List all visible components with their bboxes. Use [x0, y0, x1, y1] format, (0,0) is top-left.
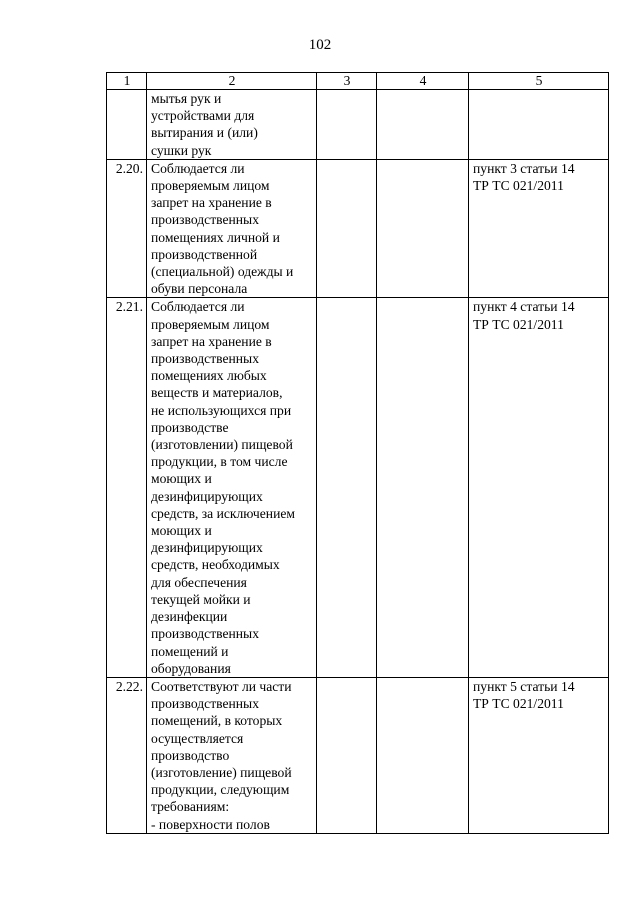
question-line: помещений, в которых	[151, 713, 283, 729]
requirement-question	[147, 159, 317, 298]
question-line: дезинфицирующих	[151, 488, 263, 504]
requirement-question	[147, 677, 317, 833]
question-line: для обеспечения	[151, 574, 247, 590]
answer-cell-col4	[377, 298, 469, 677]
answer-cell-col4	[377, 677, 469, 833]
question-line: моющих и	[151, 471, 212, 487]
question-line: текущей мойки и	[151, 591, 251, 607]
row-number	[107, 90, 147, 160]
question-line: (изготовление) пищевой	[151, 764, 292, 780]
table-body	[107, 90, 609, 834]
answer-cell-col3	[317, 677, 377, 833]
reference-line: пункт 3 статьи 14	[473, 160, 575, 176]
question-line: мытья рук и	[151, 91, 222, 106]
row-number: 2.21.	[107, 298, 147, 677]
question-line: вытирания и (или)	[151, 125, 258, 141]
question-line: не использующихся при	[151, 402, 292, 418]
question-line: (изготовлении) пищевой	[151, 437, 293, 453]
question-line: запрет на хранение в	[151, 333, 272, 349]
column-header-4: 4	[377, 73, 469, 90]
question-line: производственных	[151, 351, 259, 367]
answer-cell-col4	[377, 159, 469, 298]
question-line: производство	[151, 747, 230, 763]
question-line: средств, необходимых	[151, 557, 280, 573]
question-line: Соблюдается ли	[151, 299, 245, 315]
answer-cell-col3	[317, 90, 377, 160]
column-header-1: 1	[107, 73, 147, 90]
question-line: обуви персонала	[151, 281, 248, 297]
question-line: - поверхности полов	[151, 816, 270, 832]
checklist-table	[106, 72, 609, 834]
legal-reference	[469, 159, 609, 298]
question-line: производственных	[151, 696, 259, 712]
reference-line: пункт 5 статьи 14	[473, 678, 575, 694]
header-row	[107, 73, 609, 90]
column-header-3: 3	[317, 73, 377, 90]
question-line: производственных	[151, 212, 259, 228]
question-line: производстве	[151, 419, 229, 435]
reference-line: ТР ТС 021/2011	[473, 316, 564, 332]
table-row	[107, 159, 609, 298]
question-line: (специальной) одежды и	[151, 264, 294, 280]
question-line: помещениях личной и	[151, 229, 280, 245]
question-line: веществ и материалов,	[151, 385, 283, 401]
answer-cell-col4	[377, 90, 469, 160]
legal-reference	[469, 677, 609, 833]
requirement-question	[147, 90, 317, 160]
answer-cell-col3	[317, 159, 377, 298]
legal-reference	[469, 298, 609, 677]
question-line: дезинфицирующих	[151, 540, 263, 556]
reference-line: ТР ТС 021/2011	[473, 178, 564, 194]
row-number: 2.20.	[107, 159, 147, 298]
legal-reference	[469, 90, 609, 160]
question-line: дезинфекции	[151, 609, 228, 625]
question-line: запрет на хранение в	[151, 195, 272, 211]
column-header-2: 2	[147, 73, 317, 90]
question-line: Соблюдается ли	[151, 160, 245, 176]
question-line: осуществляется	[151, 730, 244, 746]
question-line: сушки рук	[151, 142, 212, 158]
question-line: помещений и	[151, 643, 229, 659]
column-header-5: 5	[469, 73, 609, 90]
question-line: Соответствуют ли части	[151, 678, 292, 694]
requirement-question	[147, 298, 317, 677]
question-line: устройствами для	[151, 108, 255, 124]
question-line: проверяемым лицом	[151, 316, 270, 332]
question-line: проверяемым лицом	[151, 178, 270, 194]
question-line: моющих и	[151, 523, 212, 539]
question-line: производственных	[151, 626, 259, 642]
question-line: требованиям:	[151, 799, 230, 815]
question-line: помещениях любых	[151, 368, 267, 384]
question-line: производственной	[151, 246, 258, 262]
table-row	[107, 298, 609, 677]
question-line: продукции, в том числе	[151, 454, 288, 470]
question-line: продукции, следующим	[151, 782, 290, 798]
table-row	[107, 90, 609, 160]
row-number: 2.22.	[107, 677, 147, 833]
question-line: средств, за исключением	[151, 505, 295, 521]
reference-line: ТР ТС 021/2011	[473, 696, 564, 712]
answer-cell-col3	[317, 298, 377, 677]
question-line: оборудования	[151, 660, 231, 676]
reference-line: пункт 4 статьи 14	[473, 299, 575, 315]
page-number: 102	[308, 37, 332, 53]
table-row	[107, 677, 609, 833]
